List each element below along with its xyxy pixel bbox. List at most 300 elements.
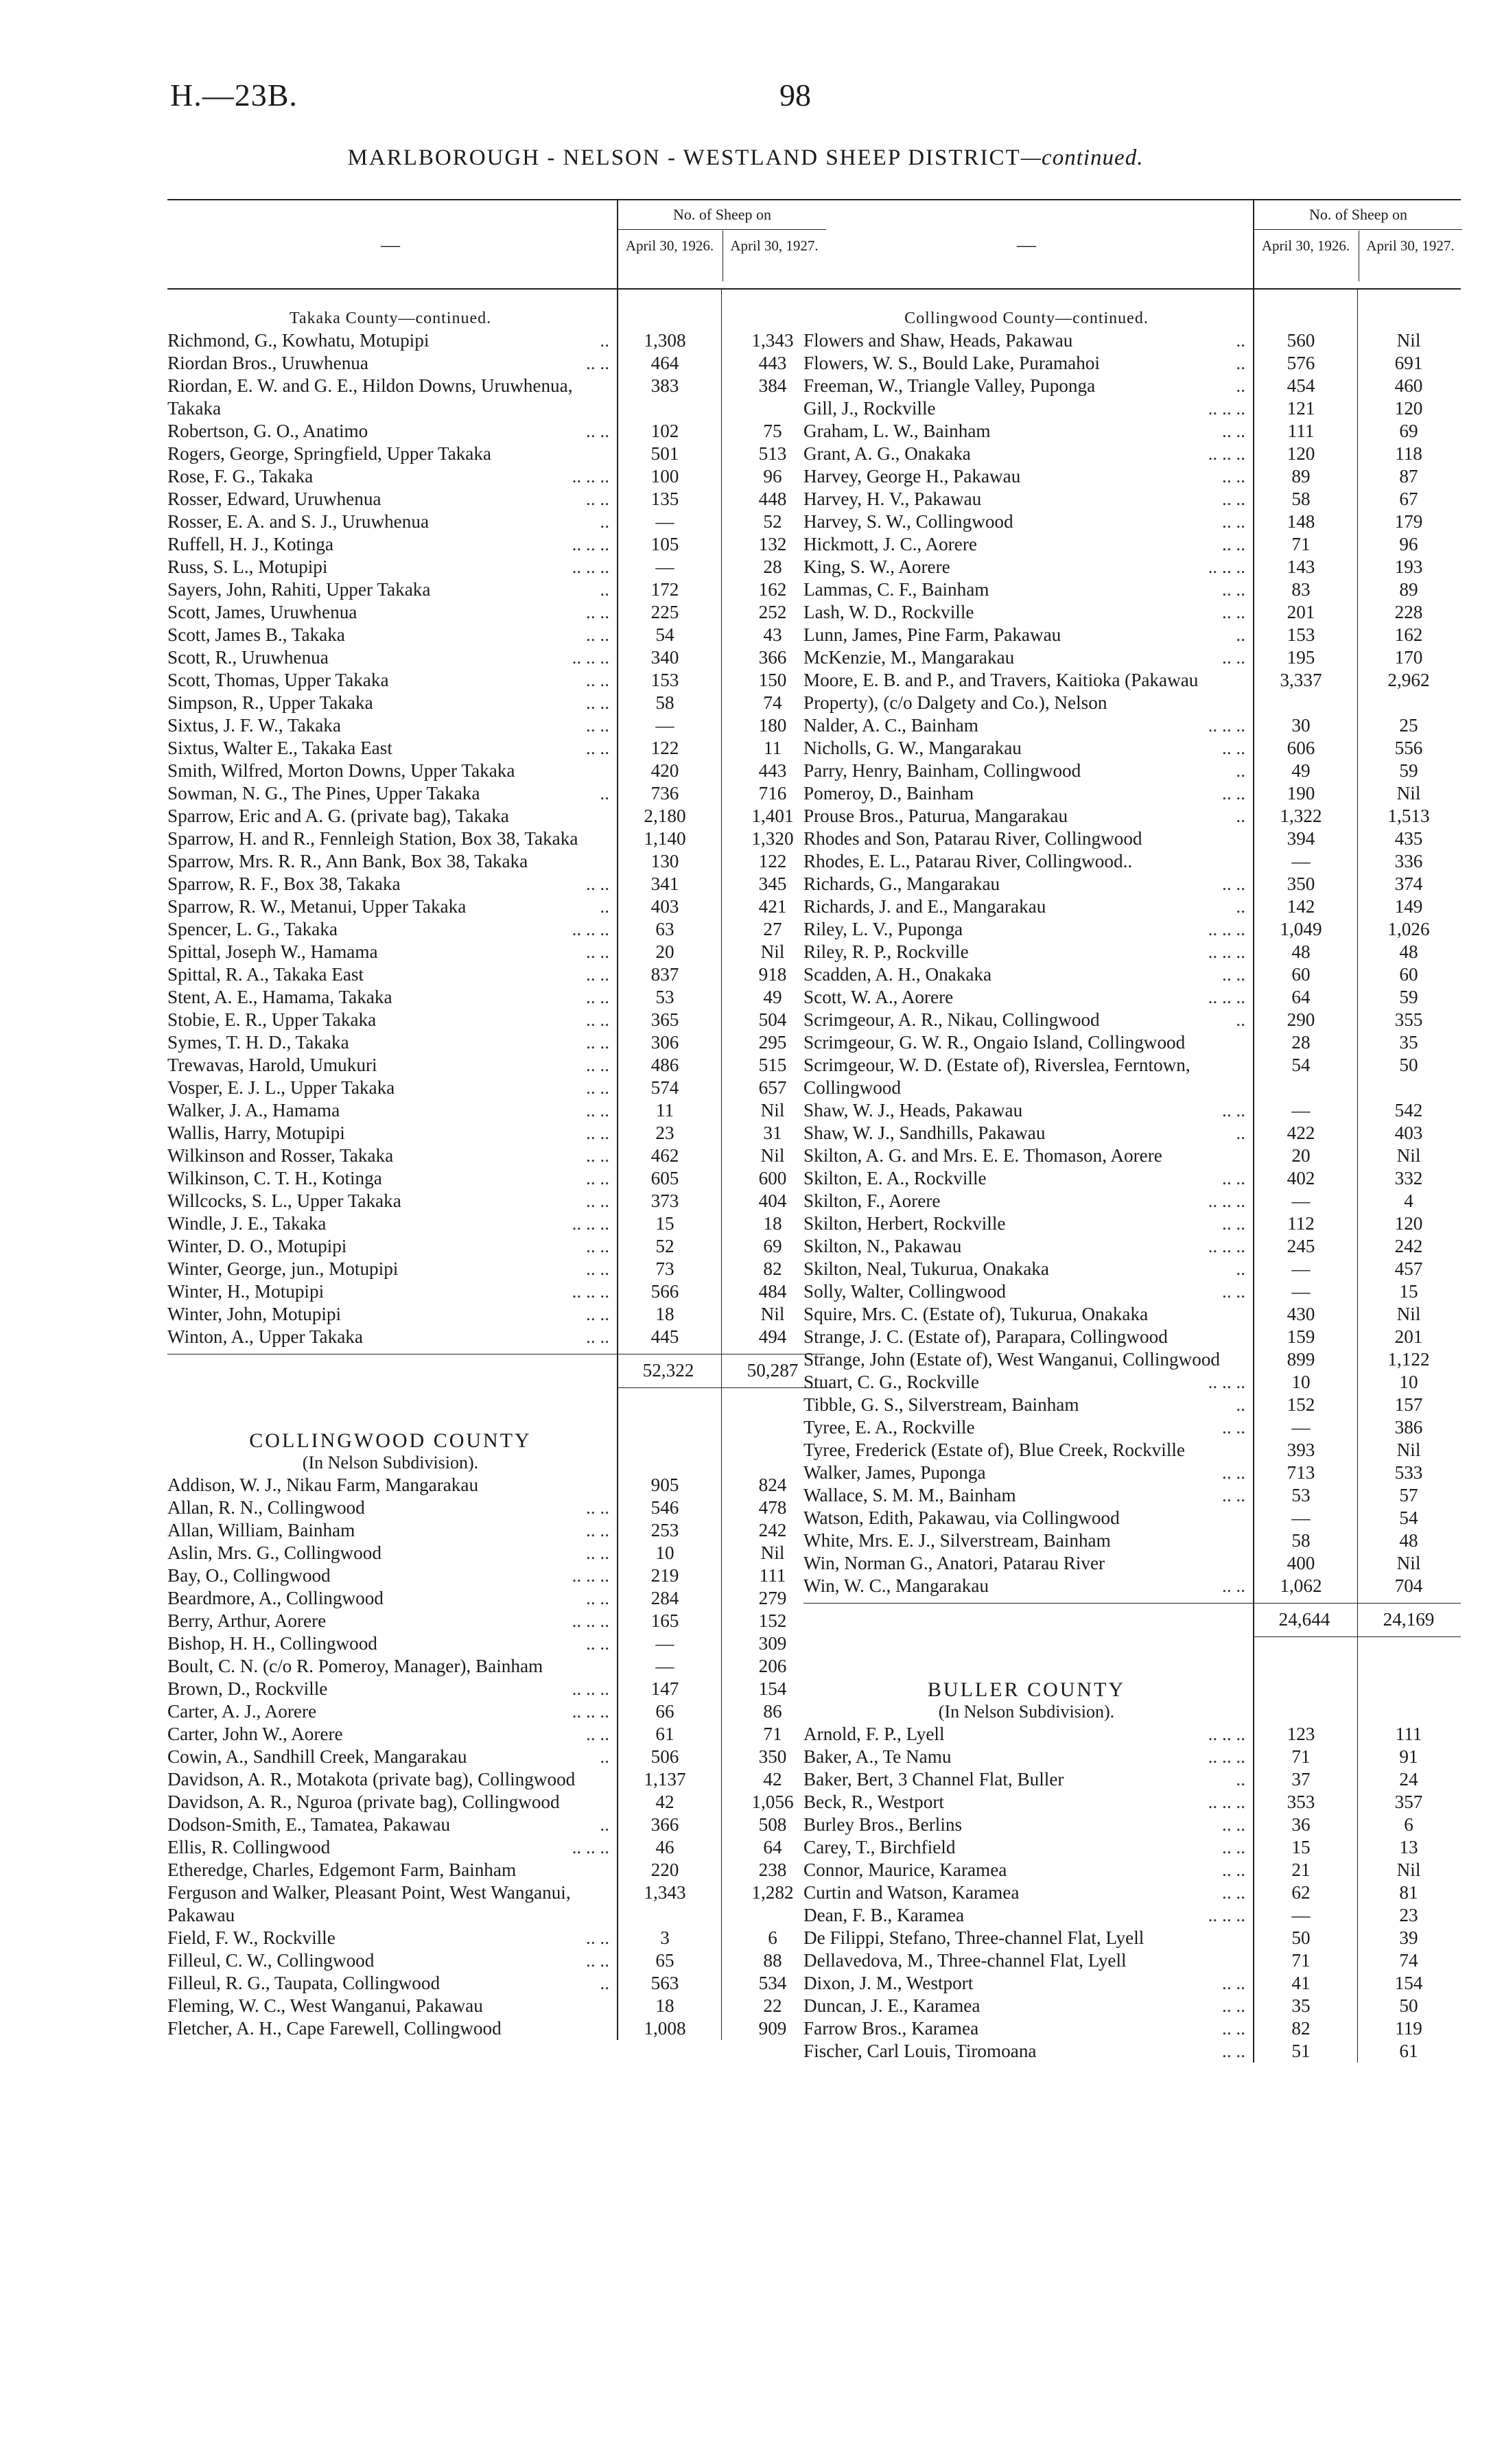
leader-dots: .. .. bbox=[586, 715, 609, 736]
col-1926-header: April 30, 1926. bbox=[1261, 237, 1350, 254]
table-row bbox=[803, 1031, 1461, 1054]
count-1927: 403 bbox=[1394, 1123, 1423, 1143]
count-1926: 10 bbox=[1291, 1372, 1311, 1392]
leader-dots: .. .. bbox=[1222, 1168, 1245, 1188]
count-1926: 383 bbox=[650, 375, 679, 396]
count-1927: 460 bbox=[1394, 375, 1423, 396]
count-1927: 309 bbox=[758, 1633, 787, 1654]
count-1927: 494 bbox=[758, 1326, 787, 1347]
table-row bbox=[167, 782, 825, 805]
count-1926: 100 bbox=[650, 466, 679, 486]
entry-name: Trewavas, Harold, Umukuri bbox=[167, 1055, 377, 1075]
count-1926: 11 bbox=[655, 1100, 674, 1120]
sheep-count-header bbox=[617, 200, 826, 288]
count-1926: 563 bbox=[650, 1973, 679, 1993]
count-1927: 120 bbox=[1394, 1213, 1423, 1234]
count-1926: 35 bbox=[1291, 1995, 1311, 2016]
entry-owner bbox=[167, 1836, 613, 1859]
count-1927: 149 bbox=[1394, 896, 1423, 917]
leader-dots: .. bbox=[600, 511, 609, 532]
count-1926: 606 bbox=[1287, 738, 1315, 758]
entry-owner bbox=[167, 1077, 613, 1099]
entry-owner bbox=[167, 646, 613, 669]
total-rule bbox=[617, 1387, 825, 1388]
entry-list bbox=[803, 1723, 1461, 2063]
leader-dots: .. .. .. bbox=[1208, 1792, 1245, 1812]
entry-owner bbox=[167, 986, 613, 1009]
section-title: Takaka County—continued. bbox=[289, 309, 492, 327]
count-1927: 48 bbox=[1399, 941, 1418, 962]
table-row bbox=[803, 1507, 1461, 1529]
count-1927: 435 bbox=[1394, 828, 1423, 849]
entry-owner bbox=[803, 1791, 1249, 1814]
count-1926: — bbox=[1291, 1905, 1311, 1925]
count-1926: 1,137 bbox=[644, 1769, 686, 1790]
count-1927: Nil bbox=[1396, 783, 1421, 803]
table-row bbox=[167, 1167, 825, 1190]
entry-owner bbox=[167, 1610, 613, 1632]
leader-dots: .. .. bbox=[586, 1326, 609, 1347]
count-1927: 1,401 bbox=[751, 806, 794, 826]
entry-owner bbox=[167, 1768, 613, 1791]
entry-name: White, Mrs. E. J., Silverstream, Bainham bbox=[803, 1530, 1111, 1551]
table-row bbox=[803, 941, 1461, 963]
leader-dots: .. .. bbox=[586, 670, 609, 690]
entry-owner bbox=[803, 1439, 1249, 1462]
count-1927: 75 bbox=[763, 421, 782, 441]
entry-name: Hickmott, J. C., Aorere bbox=[803, 534, 977, 554]
entry-owner bbox=[803, 941, 1249, 963]
leader-dots: .. .. bbox=[1222, 511, 1245, 532]
count-1926: 42 bbox=[655, 1792, 674, 1812]
count-1926: 53 bbox=[655, 987, 674, 1007]
count-1926: — bbox=[1291, 851, 1311, 871]
total-1926: 24,644 bbox=[1278, 1609, 1330, 1630]
count-1927: 443 bbox=[758, 760, 787, 781]
table-row bbox=[803, 1552, 1461, 1575]
leader-dots: .. .. bbox=[1222, 1281, 1245, 1302]
count-1927: Nil bbox=[760, 1145, 785, 1166]
count-1927: 89 bbox=[1399, 579, 1418, 600]
table-row bbox=[803, 352, 1461, 375]
entry-owner bbox=[167, 1190, 613, 1212]
count-1927: 457 bbox=[1394, 1258, 1423, 1279]
count-1927: 54 bbox=[1399, 1507, 1418, 1528]
entry-name: Sixtus, J. F. W., Takaka bbox=[167, 715, 341, 736]
table-row bbox=[167, 465, 825, 488]
entry-name: Scrimgeour, A. R., Nikau, Collingwood bbox=[803, 1009, 1100, 1030]
table-row bbox=[167, 1212, 825, 1235]
entry-name: Russ, S. L., Motupipi bbox=[167, 556, 328, 577]
leader-dots: .. bbox=[600, 579, 609, 600]
entry-owner bbox=[803, 1552, 1249, 1575]
entry-owner bbox=[167, 488, 613, 511]
count-1927: 478 bbox=[758, 1497, 787, 1518]
count-1927: 508 bbox=[758, 1814, 787, 1835]
entry-owner bbox=[167, 1519, 613, 1542]
count-1927: 355 bbox=[1394, 1009, 1423, 1030]
table-row bbox=[167, 511, 825, 533]
leader-dots: .. .. .. bbox=[1208, 1236, 1245, 1256]
entry-owner bbox=[803, 714, 1249, 737]
count-1926: 71 bbox=[1291, 534, 1311, 554]
entry-name: Filleul, C. W., Collingwood bbox=[167, 1950, 375, 1971]
count-1926: 21 bbox=[1291, 1859, 1311, 1880]
count-1927: 48 bbox=[1399, 1530, 1418, 1551]
count-1927: 336 bbox=[1394, 851, 1423, 871]
count-1926: 464 bbox=[650, 353, 679, 373]
entry-name: Riordan, E. W. and G. E., Hildon Downs, Uruwhenua, Takaka bbox=[167, 375, 573, 419]
entry-owner bbox=[167, 782, 613, 805]
entry-owner bbox=[803, 1326, 1249, 1348]
leader-dots: .. .. bbox=[586, 1168, 609, 1188]
leader-dots: .. .. bbox=[1222, 647, 1245, 668]
entry-name: Willcocks, S. L., Upper Takaka bbox=[167, 1190, 401, 1211]
count-1926: 152 bbox=[1287, 1394, 1315, 1415]
count-1926: 143 bbox=[1287, 556, 1315, 577]
table-row bbox=[167, 1564, 825, 1587]
leader-dots: .. bbox=[600, 783, 609, 803]
count-1926: 402 bbox=[1287, 1168, 1315, 1188]
entry-name: Cowin, A., Sandhill Creek, Mangarakau bbox=[167, 1746, 467, 1767]
leader-dots: .. bbox=[600, 896, 609, 917]
table-row bbox=[167, 1303, 825, 1326]
right-table bbox=[803, 199, 1461, 2063]
entry-name: Rosser, Edward, Uruwhenua bbox=[167, 489, 381, 509]
entry-name: Skilton, E. A., Rockville bbox=[803, 1168, 987, 1188]
count-1926: 20 bbox=[1291, 1145, 1311, 1166]
table-row bbox=[803, 1995, 1461, 2017]
sheep-count-header bbox=[1253, 200, 1462, 288]
entry-owner bbox=[167, 1258, 613, 1280]
section-subtitle: (In Nelson Subdivision). bbox=[938, 1702, 1115, 1722]
entry-name: Pomeroy, D., Bainham bbox=[803, 783, 974, 803]
count-1926: 899 bbox=[1287, 1349, 1315, 1370]
count-1926: 58 bbox=[1291, 1530, 1311, 1551]
table-row bbox=[167, 1972, 825, 1995]
leader-dots: .. .. .. bbox=[1208, 1724, 1245, 1744]
leader-dots: .. .. bbox=[586, 1588, 609, 1608]
table-row bbox=[803, 1575, 1461, 1597]
entry-owner bbox=[167, 1927, 613, 1949]
page-number: 98 bbox=[779, 78, 811, 113]
leader-dots: .. .. .. bbox=[1208, 715, 1245, 736]
table-row bbox=[803, 624, 1461, 646]
entry-owner bbox=[803, 805, 1249, 828]
leader-dots: .. bbox=[1236, 806, 1245, 826]
table-row bbox=[167, 1587, 825, 1610]
leader-dots: .. .. .. bbox=[1208, 941, 1245, 962]
entry-name: Spencer, L. G., Takaka bbox=[167, 919, 338, 939]
entry-owner bbox=[803, 578, 1249, 601]
count-1927: 1,513 bbox=[1387, 806, 1430, 826]
leader-dots: .. .. bbox=[1222, 1814, 1245, 1835]
entry-name: Fischer, Carl Louis, Tiromoana bbox=[803, 2041, 1037, 2061]
count-1927: 374 bbox=[1394, 873, 1423, 894]
table-row bbox=[167, 805, 825, 828]
table-row bbox=[803, 1746, 1461, 1768]
table-row bbox=[803, 1949, 1461, 1972]
table-row bbox=[803, 1394, 1461, 1416]
entry-owner bbox=[803, 1280, 1249, 1303]
count-1926: 20 bbox=[655, 941, 674, 962]
count-1926: 165 bbox=[650, 1610, 679, 1631]
entry-name: Duncan, J. E., Karamea bbox=[803, 1995, 981, 2016]
entry-name: Stent, A. E., Hamama, Takaka bbox=[167, 987, 392, 1007]
table-row bbox=[803, 1145, 1461, 1167]
entry-owner bbox=[803, 850, 1249, 873]
entry-name: Addison, W. J., Nikau Farm, Mangarakau bbox=[167, 1475, 479, 1495]
entry-name: Richards, J. and E., Mangarakau bbox=[803, 896, 1046, 917]
entry-name: Scott, James, Uruwhenua bbox=[167, 602, 357, 622]
table-row bbox=[167, 2017, 825, 2040]
count-1927: 252 bbox=[758, 602, 787, 622]
table-row bbox=[167, 669, 825, 692]
entry-owner bbox=[803, 1394, 1249, 1416]
entry-list bbox=[167, 329, 825, 1348]
leader-dots: .. .. .. bbox=[572, 466, 609, 486]
leader-dots: .. .. bbox=[586, 1009, 609, 1030]
entry-name: Spittal, Joseph W., Hamama bbox=[167, 941, 378, 962]
count-1927: 350 bbox=[758, 1746, 787, 1767]
entry-owner bbox=[167, 1700, 613, 1723]
count-1926: 1,308 bbox=[644, 330, 686, 351]
entry-name: Burley Bros., Berlins bbox=[803, 1814, 963, 1835]
entry-name: Field, F. W., Rockville bbox=[167, 1927, 336, 1948]
entry-owner bbox=[167, 1791, 613, 1814]
section-subtitle: (In Nelson Subdivision). bbox=[302, 1453, 479, 1472]
entry-name: Rogers, George, Springfield, Upper Takaka bbox=[167, 443, 491, 464]
count-1927: 91 bbox=[1399, 1746, 1418, 1767]
table-row bbox=[803, 850, 1461, 873]
count-1927: 4 bbox=[1404, 1190, 1413, 1211]
count-1926: 306 bbox=[650, 1032, 679, 1053]
count-1926: 422 bbox=[1287, 1123, 1315, 1143]
table-row bbox=[803, 488, 1461, 511]
count-1927: 43 bbox=[763, 624, 782, 645]
entry-owner bbox=[167, 1474, 613, 1497]
leader-dots: .. bbox=[600, 1973, 609, 1993]
col-1927-header: April 30, 1927. bbox=[1359, 231, 1461, 281]
entry-name: Sixtus, Walter E., Takaka East bbox=[167, 738, 392, 758]
entry-owner bbox=[803, 1099, 1249, 1122]
count-1927: 279 bbox=[758, 1588, 787, 1608]
entry-owner bbox=[803, 1258, 1249, 1280]
entry-owner bbox=[803, 375, 1249, 397]
count-1926: 566 bbox=[650, 1281, 679, 1302]
entry-name: Smith, Wilfred, Morton Downs, Upper Takaka bbox=[167, 760, 515, 781]
entry-name: Nicholls, G. W., Mangarakau bbox=[803, 738, 1022, 758]
count-1926: 15 bbox=[655, 1213, 674, 1234]
count-1926: 51 bbox=[1291, 2041, 1311, 2061]
table-row bbox=[167, 1678, 825, 1700]
count-1927: 332 bbox=[1394, 1168, 1423, 1188]
entry-owner bbox=[803, 601, 1249, 624]
entry-owner bbox=[167, 1280, 613, 1303]
entry-owner bbox=[167, 669, 613, 692]
entry-owner bbox=[803, 1348, 1249, 1371]
leader-dots: .. bbox=[1236, 1009, 1245, 1030]
table-row bbox=[803, 2040, 1461, 2063]
count-1927: 22 bbox=[763, 1995, 782, 2016]
total-rule bbox=[1253, 1636, 1461, 1637]
count-1927: 443 bbox=[758, 353, 787, 373]
entry-name: Harvey, George H., Pakawau bbox=[803, 466, 1021, 486]
count-1926: 50 bbox=[1291, 1927, 1311, 1948]
entry-owner bbox=[803, 782, 1249, 805]
table-row bbox=[167, 1145, 825, 1167]
entry-name: Winter, H., Motupipi bbox=[167, 1281, 325, 1302]
count-1926: 365 bbox=[650, 1009, 679, 1030]
count-1927: 193 bbox=[1394, 556, 1423, 577]
leader-dots: .. .. bbox=[586, 1950, 609, 1971]
count-1926: — bbox=[1291, 1281, 1311, 1302]
table-row bbox=[803, 963, 1461, 986]
entry-name: Winter, George, jun., Motupipi bbox=[167, 1258, 399, 1279]
count-1927: 50 bbox=[1399, 1995, 1418, 2016]
entry-name: Symes, T. H. D., Takaka bbox=[167, 1032, 349, 1053]
entry-owner bbox=[167, 1814, 613, 1836]
entry-owner bbox=[803, 2017, 1249, 2040]
count-1926: 201 bbox=[1287, 602, 1315, 622]
count-1926: 112 bbox=[1287, 1213, 1315, 1234]
entry-owner bbox=[167, 1949, 613, 1972]
entry-name: Riley, R. P., Rockville bbox=[803, 941, 969, 962]
count-1927: 162 bbox=[1394, 624, 1423, 645]
count-1927: 366 bbox=[758, 647, 787, 668]
table-row bbox=[803, 1303, 1461, 1326]
table-row bbox=[167, 1881, 825, 1927]
entry-name: Skilton, F., Aorere bbox=[803, 1190, 941, 1211]
table-body bbox=[803, 290, 1461, 2063]
leader-dots: .. .. bbox=[1222, 1417, 1245, 1438]
leader-dots: .. .. .. bbox=[572, 1565, 609, 1586]
entry-owner bbox=[803, 556, 1249, 578]
entry-owner bbox=[803, 918, 1249, 941]
entry-owner bbox=[803, 1949, 1249, 1972]
entry-name: Scott, James B., Takaka bbox=[167, 624, 345, 645]
entry-owner bbox=[167, 1881, 613, 1927]
table-row bbox=[803, 1972, 1461, 1995]
entry-name: Harvey, H. V., Pakawau bbox=[803, 489, 982, 509]
table-row bbox=[167, 1122, 825, 1145]
count-1926: 122 bbox=[650, 738, 679, 758]
entry-owner bbox=[803, 1859, 1249, 1881]
count-1927: 82 bbox=[763, 1258, 782, 1279]
table-row bbox=[803, 1859, 1461, 1881]
count-1926: 82 bbox=[1291, 2018, 1311, 2039]
total-1927: 24,169 bbox=[1383, 1609, 1435, 1630]
table-row bbox=[167, 895, 825, 918]
leader-dots: .. .. bbox=[1222, 1837, 1245, 1857]
count-1926: 430 bbox=[1287, 1304, 1315, 1324]
table-row bbox=[167, 1519, 825, 1542]
count-1926: 54 bbox=[655, 624, 674, 645]
table-row bbox=[167, 1949, 825, 1972]
count-1926: 576 bbox=[1287, 353, 1315, 373]
table-row bbox=[167, 1258, 825, 1280]
table-row bbox=[803, 1122, 1461, 1145]
entry-name: Allan, William, Bainham bbox=[167, 1520, 355, 1540]
table-header bbox=[803, 199, 1461, 290]
leader-dots: .. .. bbox=[1222, 1100, 1245, 1120]
entry-name: Sparrow, R. W., Metanui, Upper Takaka bbox=[167, 896, 467, 917]
table-row bbox=[803, 511, 1461, 533]
entry-owner bbox=[167, 1587, 613, 1610]
entry-name: Rosser, E. A. and S. J., Uruwhenua bbox=[167, 511, 430, 532]
table-row bbox=[803, 895, 1461, 918]
entry-name: Riley, L. V., Puponga bbox=[803, 919, 963, 939]
entry-name: Solly, Walter, Collingwood bbox=[803, 1281, 1007, 1302]
entry-owner bbox=[803, 1484, 1249, 1507]
entry-owner bbox=[167, 918, 613, 941]
count-1927: 600 bbox=[758, 1168, 787, 1188]
count-1927: 515 bbox=[758, 1055, 787, 1075]
entry-owner bbox=[803, 1235, 1249, 1258]
count-1926: 340 bbox=[650, 647, 679, 668]
entry-owner bbox=[803, 1212, 1249, 1235]
table-row bbox=[803, 1280, 1461, 1303]
entry-owner bbox=[167, 533, 613, 556]
table-row bbox=[167, 1859, 825, 1881]
count-1927: 88 bbox=[763, 1950, 782, 1971]
section-title: COLLINGWOOD COUNTY bbox=[249, 1429, 532, 1452]
table-row bbox=[803, 873, 1461, 895]
entry-owner bbox=[167, 1655, 613, 1678]
count-1926: — bbox=[655, 715, 674, 736]
table-row bbox=[167, 760, 825, 782]
count-1926: 605 bbox=[650, 1168, 679, 1188]
entry-name: Skilton, Herbert, Rockville bbox=[803, 1213, 1006, 1234]
table-row bbox=[803, 375, 1461, 397]
entry-owner bbox=[803, 1054, 1249, 1099]
leader-dots: .. bbox=[600, 1746, 609, 1767]
count-1926: 190 bbox=[1287, 783, 1315, 803]
entry-name: Skilton, N., Pakawau bbox=[803, 1236, 962, 1256]
count-1927: 513 bbox=[758, 443, 787, 464]
count-1926: 393 bbox=[1287, 1440, 1315, 1460]
table-row bbox=[803, 1723, 1461, 1746]
count-1927: 295 bbox=[758, 1032, 787, 1053]
entry-owner bbox=[167, 1723, 613, 1746]
entry-name: Davidson, A. R., Motakota (private bag), Collingwood bbox=[167, 1769, 576, 1790]
count-1927: 238 bbox=[758, 1859, 787, 1880]
leader-dots: .. .. bbox=[586, 1542, 609, 1563]
count-1927: 120 bbox=[1394, 398, 1423, 419]
count-1927: 1,056 bbox=[751, 1792, 794, 1812]
count-1926: 2,180 bbox=[644, 806, 686, 826]
header-dash: — bbox=[381, 235, 400, 256]
table-row bbox=[803, 1462, 1461, 1484]
count-1927: 179 bbox=[1394, 511, 1423, 532]
entry-name: Tyree, E. A., Rockville bbox=[803, 1417, 975, 1438]
count-1926: 394 bbox=[1287, 828, 1315, 849]
count-1927: 67 bbox=[1399, 489, 1418, 509]
entry-name: Winter, John, Motupipi bbox=[167, 1304, 342, 1324]
count-1927: 25 bbox=[1399, 715, 1418, 736]
count-1926: 3,337 bbox=[1280, 670, 1322, 690]
leader-dots: .. .. bbox=[586, 1724, 609, 1744]
entry-name: Baker, Bert, 3 Channel Flat, Buller bbox=[803, 1769, 1064, 1790]
table-row bbox=[167, 1235, 825, 1258]
count-1927: 64 bbox=[763, 1837, 782, 1857]
leader-dots: .. .. bbox=[586, 873, 609, 894]
count-1927: 50 bbox=[1399, 1055, 1418, 1075]
entry-owner bbox=[803, 1927, 1249, 1949]
entry-name: Strange, J. C. (Estate of), Parapara, Collingwood bbox=[803, 1326, 1168, 1347]
entry-owner bbox=[167, 1497, 613, 1519]
count-1926: 102 bbox=[650, 421, 679, 441]
